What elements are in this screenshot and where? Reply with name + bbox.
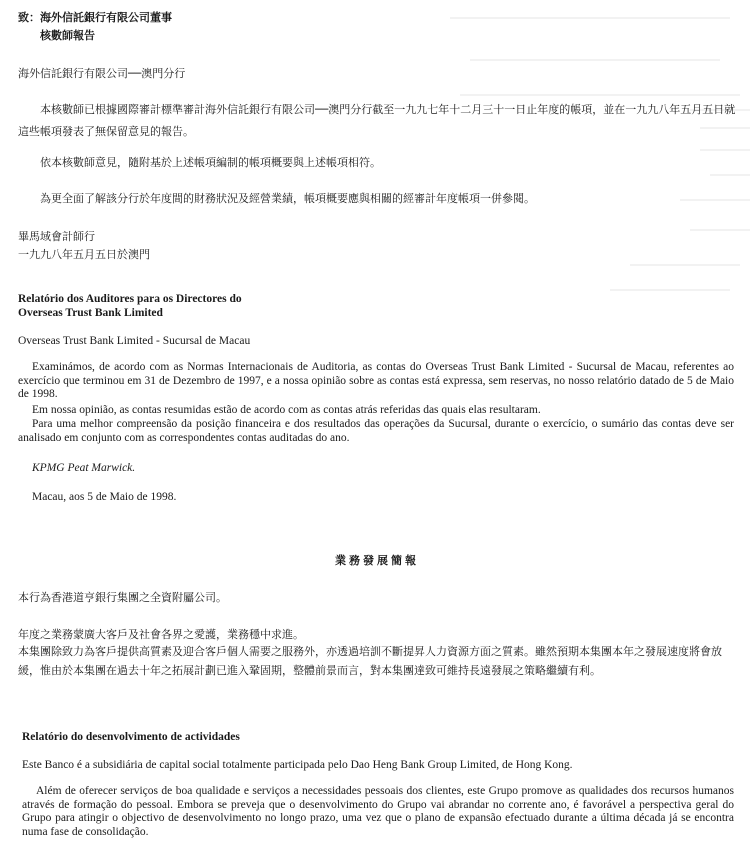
business-zh-paragraph-1: 本行為香港道亨銀行集團之全資附屬公司。: [18, 591, 227, 604]
report-pt-paragraph-3: Para uma melhor compreensão da posição financeira e dos resultados das operações da Sucursal, durante o exercício, o sumário das contas deve ser analisado em conjunto com as correspondentes contas auditadas do ano.: [18, 418, 734, 444]
business-pt-title: Relatório do desenvolvimento de actividades: [22, 731, 240, 743]
report-zh-bank-branch: 海外信託銀行有限公司──澳門分行: [18, 67, 186, 80]
report-zh-signatory: 畢馬域會計師行: [18, 230, 95, 243]
report-pt-paragraph-2: Em nossa opinião, as contas resumidas estão de acordo com as contas atrás referidas das quais elas resultaram.: [32, 404, 541, 416]
report-zh-title: 核數師報告: [40, 29, 95, 42]
report-zh-paragraph-1: 本核數師已根據國際審計標準審計海外信託銀行有限公司──澳門分行截至一九九七年十二月三十一日止年度的帳項，並在一九九八年五月五日就這些帳項發表了無保留意見的報告。: [18, 103, 736, 138]
report-pt-title-line-2: Overseas Trust Bank Limited: [18, 307, 163, 319]
report-zh-addressee: 致：海外信託銀行有限公司董事: [18, 11, 172, 24]
business-pt-paragraph-1: Este Banco é a subsidiária de capital social totalmente participada pelo Dao Heng Bank Group Limited, de Hong Kong.: [22, 759, 573, 771]
report-zh-paragraph-2: 依本核數師意見，隨附基於上述帳項編制的帳項概要與上述帳項相符。: [40, 156, 381, 169]
report-pt-date-place: Macau, aos 5 de Maio de 1998.: [32, 491, 177, 503]
report-zh-paragraph-3: 為更全面了解該分行於年度間的財務狀況及經營業績，帳項概要應與相關的經審計年度帳項一併參閱。: [40, 192, 535, 205]
report-pt-signatory: KPMG Peat Marwick.: [32, 462, 136, 474]
bleed-through-texture: [430, 0, 752, 320]
business-pt-paragraph-2: Além de oferecer serviços de boa qualidade e serviços a necessidades pessoais dos clientes, este Grupo promove as qualidades dos recursos humanos através de formação do pessoal. Embora se preveja que o desenvolvimento do Grupo vai abrandar no corrente ano, é favorável a perspectiva geral do Grupo para atingir o objectivo de desenvolvimento no longo prazo, uma vez que o plano de expansão efectuado durante a última década já se encontra numa fase de consolidação.: [22, 785, 734, 838]
report-zh-date-place: 一九九八年五月五日於澳門: [18, 248, 150, 261]
business-zh-title: 業務發展簡報: [335, 554, 419, 567]
business-zh-paragraph-2b: 本集團除致力為客戶提供高質素及迎合客戶個人需要之服務外，亦透過培訓不斷提昇人力資源方面之質素。雖然預期本集團本年之發展速度將會放緩，惟由於本集團在過去十年之拓展計劃已進入鞏固期，整體前景而言，對本集團達致可維持長遠發展之策略繼續有利。: [18, 645, 722, 677]
report-pt-paragraph-1: Examinámos, de acordo com as Normas Internacionais de Auditoria, as contas do Overseas Trust Bank Limited - Sucursal de Macau, referentes ao exercício que terminou em 31 de Dezembro de 1997, e a nossa opinião sobre as contas está expressa, sem reservas, no nosso relatório datado de 5 de Maio de 1998.: [18, 361, 734, 400]
report-pt-bank-branch: Overseas Trust Bank Limited - Sucursal de Macau: [18, 335, 251, 347]
report-pt-title-line-1: Relatório dos Auditores para os Directores do: [18, 293, 242, 305]
business-zh-paragraph-2a: 年度之業務蒙廣大客戶及社會各界之愛護，業務穩中求進。: [18, 628, 304, 641]
